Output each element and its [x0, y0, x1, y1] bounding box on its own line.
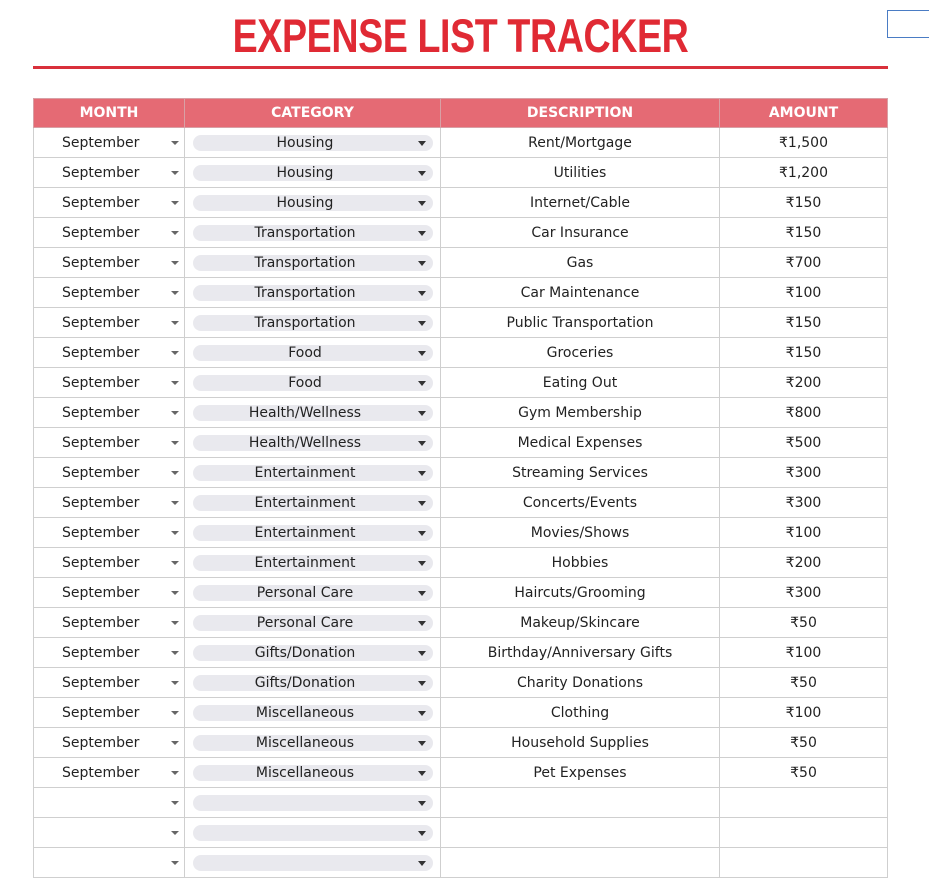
category-dropdown[interactable] [185, 248, 441, 278]
category-value: Transportation [254, 285, 356, 301]
amount-cell[interactable] [720, 698, 888, 728]
month-value: September [62, 734, 140, 751]
month-value: September [62, 614, 140, 631]
table-row [33, 398, 888, 428]
amount-cell[interactable] [720, 548, 888, 578]
amount-cell[interactable] [720, 758, 888, 788]
dropdown-arrow-icon[interactable] [418, 711, 426, 716]
description-value: Streaming Services [512, 464, 648, 481]
month-dropdown[interactable] [33, 758, 185, 788]
description-cell[interactable] [441, 458, 720, 488]
dropdown-arrow-icon[interactable] [171, 741, 179, 745]
dropdown-arrow-icon[interactable] [418, 381, 426, 386]
category-value: Miscellaneous [255, 705, 355, 721]
table-row [33, 698, 888, 728]
category-value: Transportation [254, 315, 356, 331]
description-cell[interactable] [441, 638, 720, 668]
description-cell[interactable] [441, 608, 720, 638]
table-row [33, 638, 888, 668]
description-value: Car Maintenance [520, 284, 640, 301]
amount-value: ₹50 [790, 614, 817, 631]
amount-value: ₹1,200 [779, 164, 828, 181]
month-dropdown[interactable] [33, 278, 185, 308]
table-row [33, 668, 888, 698]
amount-value: ₹1,500 [779, 134, 828, 151]
month-value: September [62, 314, 140, 331]
amount-cell[interactable] [720, 188, 888, 218]
month-dropdown[interactable] [33, 818, 185, 848]
category-value: Gifts/Donation [254, 675, 356, 691]
category-dropdown[interactable] [185, 548, 441, 578]
description-cell[interactable] [441, 158, 720, 188]
amount-value: ₹700 [785, 254, 822, 271]
category-dropdown[interactable] [185, 608, 441, 638]
amount-value: ₹300 [785, 494, 822, 511]
month-dropdown[interactable] [33, 458, 185, 488]
month-dropdown[interactable] [33, 428, 185, 458]
category-dropdown[interactable] [185, 848, 441, 878]
month-value: September [62, 164, 140, 181]
table-row [33, 128, 888, 158]
month-value: September [62, 464, 140, 481]
dropdown-arrow-icon[interactable] [418, 171, 426, 176]
month-value: September [62, 224, 140, 241]
dropdown-arrow-icon[interactable] [171, 471, 179, 475]
month-dropdown[interactable] [33, 398, 185, 428]
table-row [33, 578, 888, 608]
category-dropdown[interactable] [185, 488, 441, 518]
description-cell[interactable] [441, 338, 720, 368]
amount-value: ₹150 [785, 224, 822, 241]
table-row [33, 158, 888, 188]
dropdown-arrow-icon[interactable] [171, 711, 179, 715]
month-dropdown[interactable] [33, 668, 185, 698]
category-value: Housing [276, 135, 334, 151]
month-value: September [62, 494, 140, 511]
dropdown-arrow-icon[interactable] [418, 621, 426, 626]
description-value: Household Supplies [511, 734, 649, 751]
dropdown-arrow-icon[interactable] [171, 411, 179, 415]
dropdown-arrow-icon[interactable] [171, 621, 179, 625]
dropdown-arrow-icon[interactable] [418, 681, 426, 686]
column-header-amount[interactable]: AMOUNT [720, 98, 888, 128]
dropdown-arrow-icon[interactable] [418, 591, 426, 596]
amount-cell[interactable] [720, 218, 888, 248]
dropdown-arrow-icon[interactable] [171, 201, 179, 205]
month-dropdown[interactable] [33, 308, 185, 338]
dropdown-arrow-icon[interactable] [171, 291, 179, 295]
table-row [33, 818, 888, 848]
month-dropdown[interactable] [33, 488, 185, 518]
table-row [33, 728, 888, 758]
description-cell[interactable] [441, 218, 720, 248]
description-value: Eating Out [542, 374, 618, 391]
category-dropdown[interactable] [185, 638, 441, 668]
description-value: Rent/Mortgage [528, 134, 632, 151]
amount-value: ₹500 [785, 434, 822, 451]
column-header-month[interactable]: MONTH [33, 98, 185, 128]
description-cell[interactable] [441, 248, 720, 278]
description-value: Gym Membership [518, 404, 642, 421]
description-cell[interactable] [441, 548, 720, 578]
amount-value: ₹50 [790, 764, 817, 781]
dropdown-arrow-icon[interactable] [171, 321, 179, 325]
month-value: September [62, 254, 140, 271]
category-dropdown[interactable] [185, 158, 441, 188]
month-value: September [62, 404, 140, 421]
amount-cell[interactable] [720, 458, 888, 488]
amount-value: ₹50 [790, 674, 817, 691]
month-dropdown[interactable] [33, 248, 185, 278]
category-chip[interactable] [193, 855, 433, 871]
amount-value: ₹800 [785, 404, 822, 421]
table-row [33, 518, 888, 548]
description-cell[interactable] [441, 308, 720, 338]
amount-value: ₹100 [785, 704, 822, 721]
month-dropdown[interactable] [33, 698, 185, 728]
category-value: Entertainment [254, 495, 356, 511]
category-value: Entertainment [254, 555, 356, 571]
table-row [33, 548, 888, 578]
dropdown-arrow-icon[interactable] [171, 141, 179, 145]
category-dropdown[interactable] [185, 698, 441, 728]
month-value: September [62, 704, 140, 721]
category-dropdown[interactable] [185, 128, 441, 158]
category-dropdown[interactable] [185, 308, 441, 338]
dropdown-arrow-icon[interactable] [171, 681, 179, 685]
amount-cell[interactable] [720, 278, 888, 308]
category-value: Health/Wellness [248, 435, 362, 451]
amount-cell[interactable] [720, 728, 888, 758]
month-dropdown[interactable] [33, 548, 185, 578]
month-dropdown[interactable] [33, 578, 185, 608]
category-dropdown[interactable] [185, 728, 441, 758]
amount-cell[interactable] [720, 368, 888, 398]
amount-cell[interactable] [720, 398, 888, 428]
category-value: Housing [276, 165, 334, 181]
table-row [33, 758, 888, 788]
amount-value: ₹200 [785, 554, 822, 571]
title-divider [33, 66, 888, 69]
description-cell[interactable] [441, 278, 720, 308]
table-row [33, 428, 888, 458]
month-dropdown[interactable] [33, 608, 185, 638]
description-cell[interactable] [441, 818, 720, 848]
month-dropdown[interactable] [33, 128, 185, 158]
amount-cell[interactable] [720, 338, 888, 368]
description-cell[interactable] [441, 428, 720, 458]
month-value: September [62, 524, 140, 541]
table-row [33, 218, 888, 248]
table-row [33, 458, 888, 488]
description-value: Public Transportation [506, 314, 654, 331]
dropdown-arrow-icon[interactable] [171, 831, 179, 835]
month-dropdown[interactable] [33, 218, 185, 248]
table-header-row [33, 98, 888, 128]
category-value: Food [288, 375, 322, 391]
category-dropdown[interactable] [185, 218, 441, 248]
month-dropdown[interactable] [33, 848, 185, 878]
amount-value: ₹150 [785, 314, 822, 331]
category-dropdown[interactable] [185, 758, 441, 788]
description-cell[interactable] [441, 518, 720, 548]
description-value: Internet/Cable [529, 194, 631, 211]
month-value: September [62, 584, 140, 601]
category-value: Food [288, 345, 322, 361]
amount-value: ₹150 [785, 344, 822, 361]
month-value: September [62, 134, 140, 151]
category-dropdown[interactable] [185, 818, 441, 848]
description-cell[interactable] [441, 188, 720, 218]
category-value: Entertainment [254, 525, 356, 541]
category-value: Personal Care [256, 615, 354, 631]
month-dropdown[interactable] [33, 728, 185, 758]
description-value: Birthday/Anniversary Gifts [487, 644, 673, 661]
amount-value: ₹150 [785, 194, 822, 211]
amount-cell[interactable] [720, 848, 888, 878]
month-value: September [62, 284, 140, 301]
category-dropdown[interactable] [185, 788, 441, 818]
description-value: Medical Expenses [517, 434, 643, 451]
amount-value: ₹100 [785, 644, 822, 661]
dropdown-arrow-icon[interactable] [418, 561, 426, 566]
dropdown-arrow-icon[interactable] [418, 501, 426, 506]
category-value: Housing [276, 195, 334, 211]
month-value: September [62, 374, 140, 391]
dropdown-arrow-icon[interactable] [171, 801, 179, 805]
dropdown-arrow-icon[interactable] [418, 231, 426, 236]
table-body [33, 128, 888, 878]
dropdown-arrow-icon[interactable] [418, 471, 426, 476]
dropdown-arrow-icon[interactable] [171, 261, 179, 265]
category-dropdown[interactable] [185, 338, 441, 368]
description-value: Hobbies [551, 554, 609, 571]
column-header-category[interactable]: CATEGORY [185, 98, 441, 128]
dropdown-arrow-icon[interactable] [171, 381, 179, 385]
table-row [33, 248, 888, 278]
category-value: Transportation [254, 225, 356, 241]
dropdown-arrow-icon[interactable] [171, 171, 179, 175]
amount-cell[interactable] [720, 788, 888, 818]
amount-cell[interactable] [720, 608, 888, 638]
month-dropdown[interactable] [33, 188, 185, 218]
category-value: Entertainment [254, 465, 356, 481]
amount-cell[interactable] [720, 158, 888, 188]
dropdown-arrow-icon[interactable] [418, 321, 426, 326]
dropdown-arrow-icon[interactable] [418, 141, 426, 146]
category-dropdown[interactable] [185, 188, 441, 218]
month-value: September [62, 644, 140, 661]
month-value: September [62, 674, 140, 691]
selected-cell-outline[interactable] [887, 10, 929, 38]
amount-value: ₹200 [785, 374, 822, 391]
month-value: September [62, 764, 140, 781]
category-value: Miscellaneous [255, 735, 355, 751]
dropdown-arrow-icon[interactable] [418, 201, 426, 206]
amount-value: ₹300 [785, 464, 822, 481]
category-dropdown[interactable] [185, 398, 441, 428]
dropdown-arrow-icon[interactable] [418, 441, 426, 446]
amount-value: ₹300 [785, 584, 822, 601]
month-dropdown[interactable] [33, 518, 185, 548]
description-cell[interactable] [441, 488, 720, 518]
dropdown-arrow-icon[interactable] [171, 561, 179, 565]
description-value: Haircuts/Grooming [514, 584, 646, 601]
amount-cell[interactable] [720, 308, 888, 338]
description-cell[interactable] [441, 398, 720, 428]
month-dropdown[interactable] [33, 638, 185, 668]
description-cell[interactable] [441, 758, 720, 788]
category-dropdown[interactable] [185, 668, 441, 698]
dropdown-arrow-icon[interactable] [418, 831, 426, 836]
table-row [33, 368, 888, 398]
category-chip[interactable] [193, 795, 433, 811]
description-value: Clothing [550, 704, 610, 721]
amount-cell[interactable] [720, 428, 888, 458]
month-dropdown[interactable] [33, 788, 185, 818]
dropdown-arrow-icon[interactable] [171, 591, 179, 595]
dropdown-arrow-icon[interactable] [418, 741, 426, 746]
category-dropdown[interactable] [185, 368, 441, 398]
description-cell[interactable] [441, 848, 720, 878]
table-row [33, 308, 888, 338]
page-title: EXPENSE LIST TRACKER [232, 9, 689, 62]
dropdown-arrow-icon[interactable] [171, 441, 179, 445]
description-cell[interactable] [441, 128, 720, 158]
table-row [33, 488, 888, 518]
dropdown-arrow-icon[interactable] [171, 771, 179, 775]
month-value: September [62, 554, 140, 571]
column-header-description[interactable]: DESCRIPTION [441, 98, 720, 128]
description-value: Makeup/Skincare [520, 614, 640, 631]
expense-table [33, 98, 888, 878]
amount-cell[interactable] [720, 578, 888, 608]
category-dropdown[interactable] [185, 278, 441, 308]
description-value: Car Insurance [531, 224, 629, 241]
month-dropdown[interactable] [33, 338, 185, 368]
description-value: Concerts/Events [522, 494, 638, 511]
dropdown-arrow-icon[interactable] [171, 351, 179, 355]
description-cell[interactable] [441, 578, 720, 608]
month-dropdown[interactable] [33, 158, 185, 188]
category-dropdown[interactable] [185, 458, 441, 488]
category-value: Gifts/Donation [254, 645, 356, 661]
category-value: Transportation [254, 255, 356, 271]
dropdown-arrow-icon[interactable] [418, 651, 426, 656]
month-value: September [62, 344, 140, 361]
amount-cell[interactable] [720, 638, 888, 668]
dropdown-arrow-icon[interactable] [171, 501, 179, 505]
amount-cell[interactable] [720, 488, 888, 518]
dropdown-arrow-icon[interactable] [171, 861, 179, 865]
description-cell[interactable] [441, 368, 720, 398]
table-row [33, 788, 888, 818]
description-cell[interactable] [441, 668, 720, 698]
dropdown-arrow-icon[interactable] [418, 861, 426, 866]
dropdown-arrow-icon[interactable] [171, 231, 179, 235]
table-row [33, 278, 888, 308]
dropdown-arrow-icon[interactable] [418, 771, 426, 776]
description-cell[interactable] [441, 728, 720, 758]
amount-value: ₹100 [785, 524, 822, 541]
description-value: Charity Donations [516, 674, 643, 691]
category-dropdown[interactable] [185, 578, 441, 608]
description-cell[interactable] [441, 698, 720, 728]
month-dropdown[interactable] [33, 368, 185, 398]
description-value: Gas [566, 254, 594, 271]
month-value: September [62, 434, 140, 451]
category-chip[interactable] [193, 825, 433, 841]
category-value: Personal Care [256, 585, 354, 601]
description-cell[interactable] [441, 788, 720, 818]
dropdown-arrow-icon[interactable] [418, 801, 426, 806]
table-row [33, 848, 888, 878]
description-value: Movies/Shows [530, 524, 630, 541]
table-row [33, 188, 888, 218]
category-value: Miscellaneous [255, 765, 355, 781]
month-value: September [62, 194, 140, 211]
dropdown-arrow-icon[interactable] [418, 411, 426, 416]
category-value: Health/Wellness [248, 405, 362, 421]
dropdown-arrow-icon[interactable] [171, 651, 179, 655]
description-value: Utilities [553, 164, 607, 181]
amount-value: ₹100 [785, 284, 822, 301]
amount-cell[interactable] [720, 818, 888, 848]
amount-cell[interactable] [720, 518, 888, 548]
category-dropdown[interactable] [185, 518, 441, 548]
table-row [33, 608, 888, 638]
table-row [33, 338, 888, 368]
description-value: Pet Expenses [533, 764, 627, 781]
dropdown-arrow-icon[interactable] [171, 531, 179, 535]
amount-cell[interactable] [720, 248, 888, 278]
amount-cell[interactable] [720, 668, 888, 698]
dropdown-arrow-icon[interactable] [418, 531, 426, 536]
amount-value: ₹50 [790, 734, 817, 751]
category-dropdown[interactable] [185, 428, 441, 458]
dropdown-arrow-icon[interactable] [418, 261, 426, 266]
amount-cell[interactable] [720, 128, 888, 158]
description-value: Groceries [546, 344, 614, 361]
dropdown-arrow-icon[interactable] [418, 291, 426, 296]
dropdown-arrow-icon[interactable] [418, 351, 426, 356]
